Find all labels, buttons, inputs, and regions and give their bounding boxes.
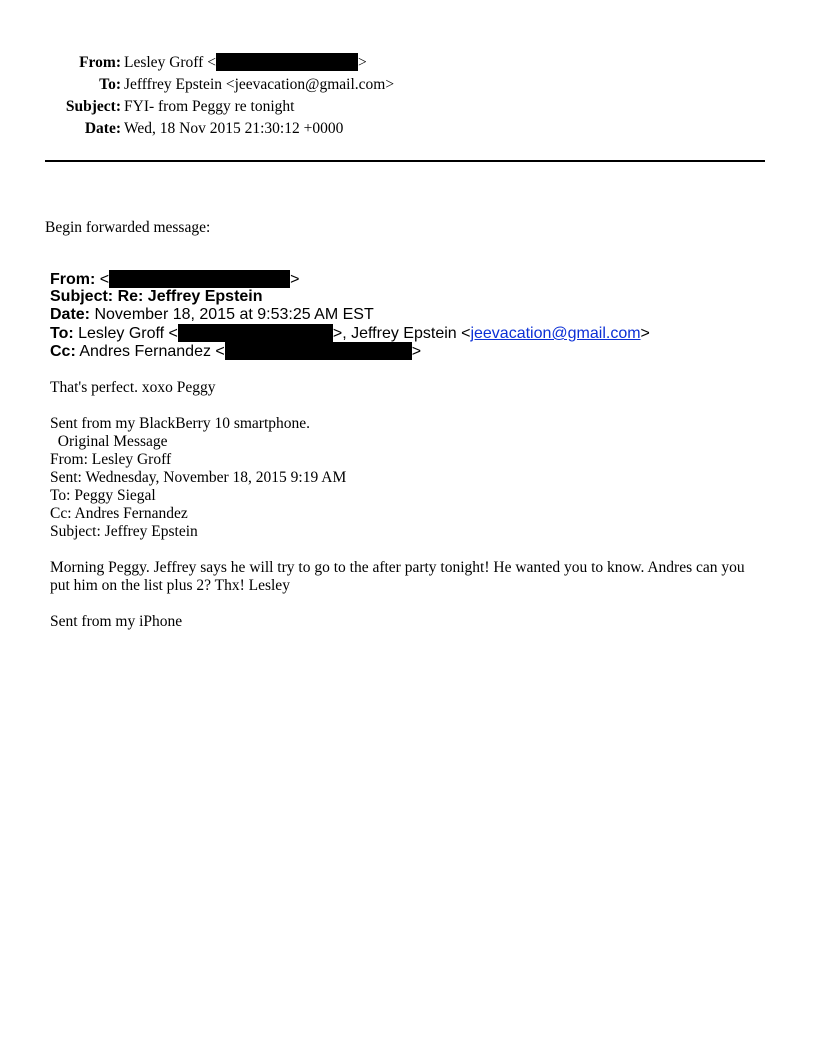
to-value: Jefffrey Epstein <jeevacation@gmail.com> <box>124 76 395 93</box>
to-label: To: <box>99 76 121 93</box>
date-label: Date: <box>84 120 121 137</box>
forwarded-email-header <box>50 270 650 360</box>
message-body <box>50 379 770 631</box>
from-close: > <box>357 54 367 71</box>
inner-cc-label: Cc: <box>50 343 76 360</box>
original-cc: Cc: Andres Fernandez <box>50 505 188 522</box>
redaction-block <box>216 53 358 71</box>
subject-label: Subject: <box>65 98 121 115</box>
from-label: From: <box>79 54 121 71</box>
inner-to-close: > <box>640 325 650 342</box>
outer-from-row <box>0 53 816 75</box>
inner-date-row <box>50 306 650 324</box>
date-value: Wed, 18 Nov 2015 21:30:12 +0000 <box>124 120 344 137</box>
inner-from-close: > <box>290 271 300 288</box>
email-link[interactable]: jeevacation@gmail.com <box>470 325 641 342</box>
inner-subject-row <box>50 288 650 306</box>
redaction-block <box>225 342 412 360</box>
inner-from-label: From: <box>50 271 96 288</box>
redaction-block <box>178 324 333 342</box>
inner-cc-name: Andres Fernandez < <box>75 343 225 360</box>
spacer <box>50 595 770 613</box>
inner-cc-row <box>50 342 650 360</box>
inner-date-label: Date: <box>50 306 91 323</box>
from-name: Lesley Groff < <box>124 54 216 71</box>
forwarded-message-label: Begin forwarded message: <box>45 219 211 236</box>
blackberry-signature: Sent from my BlackBerry 10 smartphone. <box>50 415 311 432</box>
inner-date-value: November 18, 2015 at 9:53:25 AM EST <box>90 306 374 323</box>
inner-from-row <box>50 270 650 288</box>
reply-text: That's perfect. xoxo Peggy <box>50 379 216 396</box>
original-sent: Sent: Wednesday, November 18, 2015 9:19 AM <box>50 469 347 486</box>
redaction-block <box>109 270 290 288</box>
spacer <box>50 397 770 415</box>
original-body: Morning Peggy. Jeffrey says he will try to go to the after party tonight! He wanted you to know. Andres can you put him on the list plus 2? Thx! Lesley <box>50 559 745 594</box>
header-divider <box>45 160 765 162</box>
subject-value: FYI- from Peggy re tonight <box>124 98 295 115</box>
original-to: To: Peggy Siegal <box>50 487 156 504</box>
inner-to-label: To: <box>50 325 74 342</box>
original-subject: Subject: Jeffrey Epstein <box>50 523 198 540</box>
spacer <box>50 541 770 559</box>
inner-cc-close: > <box>411 343 422 360</box>
inner-to-row <box>50 324 650 342</box>
outer-subject-row <box>0 97 816 119</box>
inner-to-name1: Lesley Groff < <box>73 325 178 342</box>
inner-subject-value: Re: Jeffrey Epstein <box>113 288 263 305</box>
inner-subject-label: Subject: <box>50 288 114 305</box>
original-message-label: Original Message <box>50 433 168 450</box>
inner-to-sep: >, Jeffrey Epstein < <box>332 325 471 342</box>
outer-to-row <box>0 75 816 97</box>
outer-date-row <box>0 119 816 141</box>
iphone-signature: Sent from my iPhone <box>50 613 183 630</box>
from-value <box>124 53 367 73</box>
outer-email-header <box>0 53 816 141</box>
inner-from-open: < <box>95 271 110 288</box>
original-from: From: Lesley Groff <box>50 451 172 468</box>
